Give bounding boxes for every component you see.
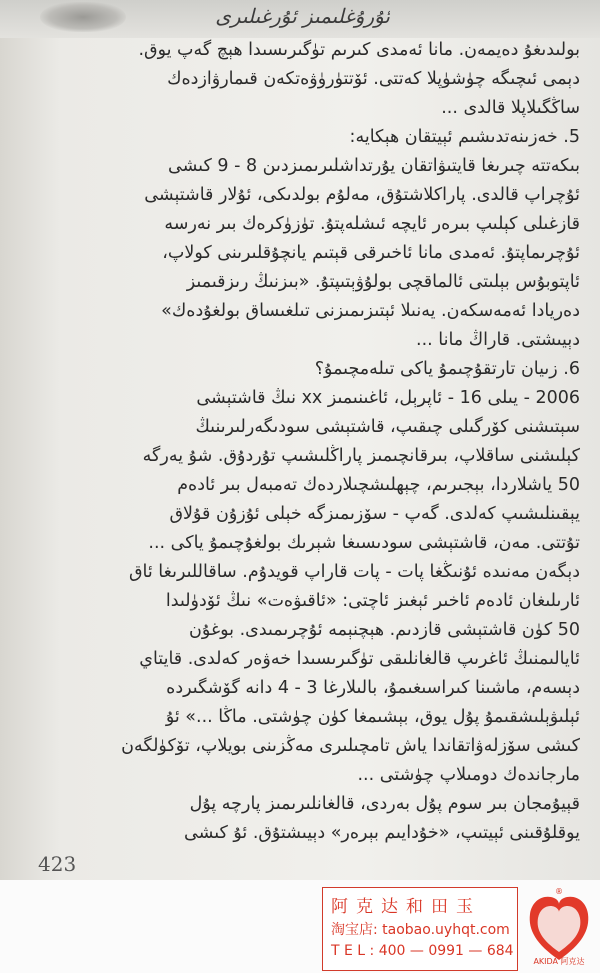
text-line: 50 ياشلاردا، بېجىرىم، چېھلىشچىلاردەك تەمبەل بىر ئادەم (177, 475, 580, 495)
watermark-brand: 阿克达和田玉 (331, 897, 481, 917)
text-line: دېگەن مەنىدە ئۇنىڭغا پات - پات قاراپ قويدۇم. ساقاللىرىغا ئاق (128, 562, 580, 582)
text-line: ئېلىۋېلىشقىمۇ پۇل يوق، بېشىمغا كۈن چۈشتى. ماڭا ...» ئۇ (165, 707, 580, 727)
running-title: ئۇرۇغلىمىز ئۇرغىلىرى (215, 4, 390, 28)
body-text (28, 40, 580, 850)
text-line: سېتىشنى كۆرگىلى چىقىپ، قاشتېشى سودىگەرلىرىنىڭ (195, 417, 580, 437)
section-heading: 5. خەزىنەتدىشىم ئېيتقان ھېكايە: (349, 127, 580, 147)
text-line: بىكەتتە چىرىغا قايتىۋاتقان يۇرتداشلىرىمىزدىن 8 - 9 كىشى (167, 156, 580, 176)
text-line: يېقىنلىشىپ كەلدى. گەپ - سۆزىمىزگە خېلى ئۇزۇن قۇلاق (169, 504, 580, 524)
page-header (0, 0, 600, 38)
watermark-tel: T E L : 400 — 0991 — 684 (331, 943, 514, 959)
text-line: قازغىلى كېلىپ بىرەر ئايچە ئىشلەپتۇ. تۈزۈكرەك بىر نەرسە (164, 214, 580, 234)
svg-text:AKIDA 阿克达: AKIDA 阿克达 (533, 957, 585, 966)
text-line: ساڭگىلاپلا قالدى ... (441, 98, 580, 118)
text-line: يوقلۇقىنى ئېيتىپ، «خۇدايىم بېرەر» دېيىشتۇق. ئۇ كىشى (184, 823, 580, 843)
text-line: قېيۇمجان بىر سوم پۇل بەردى، قالغانلىرىمىز پارچە پۇل (189, 794, 580, 814)
text-line: دېسەم، ماشىنا كىراسىغىمۇ، بالىلارغا 3 - 4 دانە گۆشگىردە (166, 678, 580, 698)
page-number: 423 (38, 852, 77, 876)
text-line: ئاپتوبۇس بېلىتى ئالماقچى بولۇۋېتىپتۇ. «بىزنىڭ رىزقىمىز (186, 272, 580, 292)
text-line: بولىدىغۇ دەيمەن. مانا ئەمدى كىرىم تۈگىرىسىدا ھېچ گەپ يوق. (138, 40, 580, 60)
svg-text:®: ® (555, 887, 563, 896)
header-emblem-icon (40, 2, 126, 32)
text-line: ئۇچرىماپتۇ. ئەمدى مانا ئاخىرقى قېتىم يانچۇقلىرىنى كولاپ، (162, 243, 580, 263)
text-line: دېيىشتى. قاراڭ مانا ... (416, 330, 580, 350)
watermark-shop: 淘宝店: taobao.uyhqt.com (331, 922, 510, 938)
text-line: كېلىشنى ساقلاپ، بىرقانچىمىز پاراڭلىشىپ تۇردۇق. شۇ يەرگە (142, 446, 580, 466)
text-line: تۇتتى. مەن، قاشتېشى سودىسىغا شېرىك بولغۇچىمۇ ياكى ... (148, 533, 580, 553)
text-line: 2006 - يىلى 16 - ئاپرېل، ئاغىنىمىز xx نىڭ قاشتېشى (196, 388, 580, 408)
shop-watermark (0, 880, 600, 973)
text-line: دېمى ئىچىگە چۈشۈپلا كەتتى. ئۆتتۈرۈۋەتكەن قىمارۋازدەك (167, 69, 580, 89)
section-heading: 6. زىيان تارتقۇچىمۇ ياكى تىلەمچىمۇ؟ (314, 359, 580, 379)
text-line: كىشى سۆزلەۋاتقاندا ياش تامچىلىرى مەڭزىنى بويلاپ، تۆكۈلگەن (121, 736, 580, 756)
akida-heart-logo-icon (526, 886, 592, 966)
watermark-box (322, 887, 518, 971)
text-line: مارجاندەك دومىلاپ چۈشتى ... (357, 765, 580, 785)
text-line: دەريادا ئەمەسكەن. يەنىلا ئېتىزىمىزنى تىلغىساق بولغۇدەك» (161, 301, 580, 321)
text-line: ئايالىمنىڭ ئاغرىپ قالغانلىقى تۈگىرىسىدا خەۋەر كەلدى. قايتاي (139, 649, 580, 669)
text-line: ئارىلىغان ئادەم ئاخىر ئېغىز ئاچتى: «ئاقىۋەت» نىڭ ئۆدۈلىدا (165, 591, 580, 611)
text-line: ئۇچراپ قالدى. پاراكلاشتۇق، مەلۇم بولدىكى، ئۇلار قاشتېشى (144, 185, 580, 205)
text-line: 50 كۈن قاشتېشى قازدىم. ھېچنېمە ئۇچرىمىدى. بوغۇن (189, 620, 580, 640)
